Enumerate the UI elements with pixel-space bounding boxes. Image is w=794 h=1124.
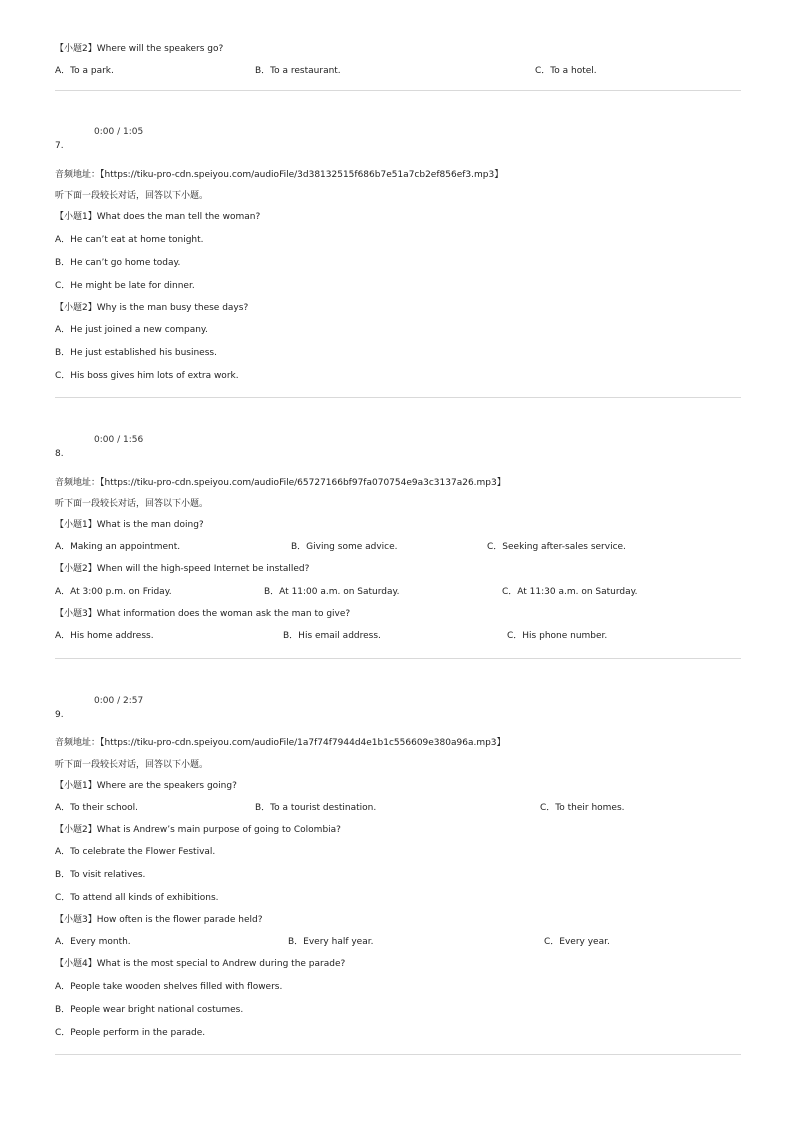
option-b[interactable]: B．Giving some advice.	[291, 542, 398, 552]
option-c[interactable]: C．His boss gives him lots of extra work.	[55, 371, 239, 381]
audio-url: 音频地址：【https://tiku-pro-cdn.speiyou.com/audioFile/65727166bf97fa070754e9a3c3137a26.mp3】	[55, 478, 506, 488]
question-intro: 听下面一段较长对话，回答以下小题。	[55, 760, 209, 770]
sub-question: What information does the woman ask the man to give?	[96, 609, 351, 619]
divider	[55, 90, 741, 91]
sub-question-1	[55, 519, 204, 531]
sub-label: 【小题1】	[55, 781, 97, 791]
option-c[interactable]: C．Seeking after-sales service.	[487, 542, 626, 552]
sub-question: What is the most special to Andrew during the parade?	[96, 959, 346, 969]
question-intro: 听下面一段较长对话，回答以下小题。	[55, 499, 209, 509]
option-c[interactable]: C．His phone number.	[507, 631, 608, 641]
sub-label: 【小题1】	[55, 212, 97, 222]
audio-player-time[interactable]: 0:00 / 2:57	[94, 696, 144, 706]
option-a[interactable]: A．To a park.	[55, 66, 114, 76]
option-a[interactable]: A．At 3:00 p.m. on Friday.	[55, 587, 172, 597]
option-c[interactable]: C．People perform in the parade.	[55, 1028, 206, 1038]
audio-player-time[interactable]: 0:00 / 1:56	[94, 435, 144, 445]
option-b[interactable]: B．His email address.	[283, 631, 381, 641]
sub-question: How often is the flower parade held?	[96, 915, 263, 925]
audio-url: 音频地址：【https://tiku-pro-cdn.speiyou.com/audioFile/1a7f74f7944d4e1b1c556609e380a96a.mp3】	[55, 738, 506, 748]
sub-question: What is the man doing?	[96, 520, 204, 530]
option-c[interactable]: C．At 11:30 a.m. on Saturday.	[502, 587, 638, 597]
sub-question: What does the man tell the woman?	[96, 212, 261, 222]
sub-label: 【小题2】	[55, 564, 97, 574]
option-c[interactable]: C．To attend all kinds of exhibitions.	[55, 893, 219, 903]
sub-question: When will the high-speed Internet be installed?	[96, 564, 310, 574]
option-c[interactable]: C．To a hotel.	[535, 66, 597, 76]
question-number: 9.	[55, 710, 64, 720]
question-prev-sub2	[55, 43, 223, 55]
option-b[interactable]: B．To a tourist destination.	[255, 803, 377, 813]
option-b[interactable]: B．To a restaurant.	[255, 66, 341, 76]
option-a[interactable]: A．Every month.	[55, 937, 131, 947]
option-a[interactable]: A．His home address.	[55, 631, 154, 641]
sub-label: 【小题2】	[55, 303, 97, 313]
option-c[interactable]: C．To their homes.	[540, 803, 625, 813]
question-number: 7.	[55, 141, 64, 151]
question-intro: 听下面一段较长对话，回答以下小题。	[55, 191, 209, 201]
audio-player-time[interactable]: 0:00 / 1:05	[94, 127, 144, 137]
option-b[interactable]: B．To visit relatives.	[55, 870, 146, 880]
sub-question: Where will the speakers go?	[96, 44, 224, 54]
divider	[55, 658, 741, 659]
option-c[interactable]: C．He might be late for dinner.	[55, 281, 195, 291]
sub-label: 【小题3】	[55, 609, 97, 619]
option-b[interactable]: B．He can’t go home today.	[55, 258, 181, 268]
option-a[interactable]: A．People take wooden shelves filled with flowers.	[55, 982, 283, 992]
option-b[interactable]: B．People wear bright national costumes.	[55, 1005, 244, 1015]
option-a[interactable]: A．Making an appointment.	[55, 542, 181, 552]
option-a[interactable]: A．To their school.	[55, 803, 139, 813]
sub-question-4	[55, 958, 345, 970]
audio-url: 音频地址：【https://tiku-pro-cdn.speiyou.com/audioFile/3d38132515f686b7e51a7cb2ef856ef3.mp3】	[55, 170, 504, 180]
divider	[55, 397, 741, 398]
sub-question-2	[55, 824, 341, 836]
sub-label: 【小题4】	[55, 959, 97, 969]
option-b[interactable]: B．Every half year.	[288, 937, 374, 947]
divider	[55, 1054, 741, 1055]
question-number: 8.	[55, 449, 64, 459]
sub-question-3	[55, 914, 262, 926]
option-c[interactable]: C．Every year.	[544, 937, 610, 947]
option-b[interactable]: B．At 11:00 a.m. on Saturday.	[264, 587, 400, 597]
option-a[interactable]: A．He just joined a new company.	[55, 325, 208, 335]
sub-question-1	[55, 211, 260, 223]
option-a[interactable]: A．To celebrate the Flower Festival.	[55, 847, 216, 857]
option-b[interactable]: B．He just established his business.	[55, 348, 217, 358]
sub-question: What is Andrew’s main purpose of going to Colombia?	[96, 825, 341, 835]
sub-label: 【小题2】	[55, 825, 97, 835]
sub-question: Why is the man busy these days?	[96, 303, 249, 313]
sub-question-2	[55, 563, 309, 575]
sub-label: 【小题1】	[55, 520, 97, 530]
sub-label: 【小题2】	[55, 44, 97, 54]
sub-label: 【小题3】	[55, 915, 97, 925]
option-a[interactable]: A．He can’t eat at home tonight.	[55, 235, 204, 245]
sub-question: Where are the speakers going?	[96, 781, 237, 791]
sub-question-2	[55, 302, 248, 314]
sub-question-3	[55, 608, 350, 620]
sub-question-1	[55, 780, 237, 792]
